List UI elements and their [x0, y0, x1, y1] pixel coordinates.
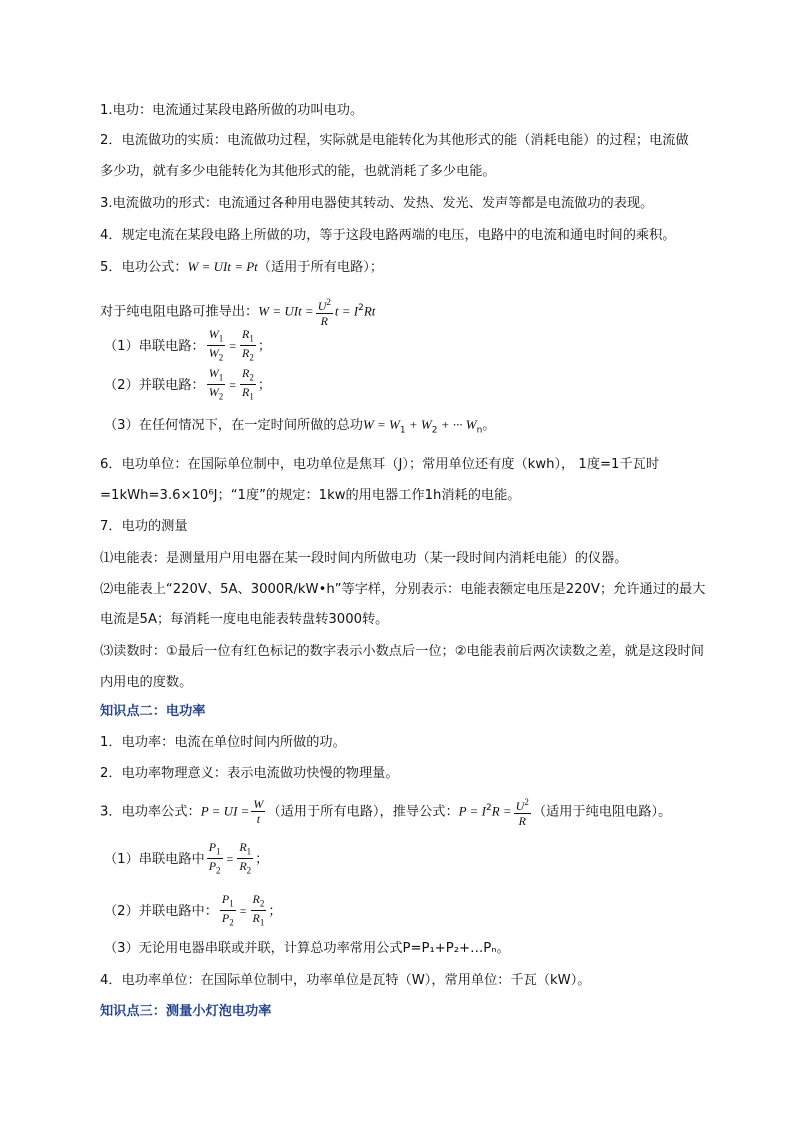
den-p: P [221, 911, 230, 926]
exp-2: 2 [524, 796, 529, 807]
sub-1: 1 [218, 333, 224, 344]
plus-w: + W [405, 417, 432, 432]
formula-r: R = [491, 803, 512, 819]
total-power-formula: （3）无论用电器串联或并联，计算总功率常用公式P=P₁+P₂+…Pₙ。 [104, 941, 510, 956]
power-units: 4．电功率单位：在国际单位制中，功率单位是瓦特（W），常用单位：千瓦（kW）。 [100, 973, 591, 988]
sub-2: 2 [431, 425, 438, 436]
sub-2: 2 [218, 352, 224, 363]
w1-over-w2 [207, 327, 226, 365]
equals: = [229, 338, 236, 353]
r2-over-r1 [251, 892, 267, 930]
den-p: P [208, 859, 217, 874]
num-r: R [241, 366, 250, 380]
exp-2-b: 2 [358, 303, 364, 313]
total-work-label: （3）在任何情况下，在一定时间所做的总功 [104, 418, 363, 433]
parallel-work-ratio [104, 366, 271, 402]
power-formula-mid: （适用于所有电路），推导公式： [267, 804, 459, 820]
series-power-ratio [104, 840, 268, 876]
total-work-formula [104, 415, 495, 441]
num-w: W [208, 366, 219, 380]
item-5-note: （适用于所有电路）； [257, 260, 384, 275]
u-squared-over-r [514, 795, 531, 828]
pure-resistance-formula [100, 290, 375, 326]
r1-over-r2 [240, 327, 256, 365]
sub-1: 1 [249, 391, 254, 402]
formula-part-a: W = UIt = [258, 303, 314, 319]
sub-2: 2 [249, 352, 254, 363]
frac-den-r: R [320, 313, 328, 328]
series-work-ratio [104, 327, 271, 363]
power-formula [100, 790, 671, 826]
item-6-units-line1: 6．电功单位：在国际单位制中，电功单位是焦耳（J）；常用单位还有度（kwh）， 1度=1千瓦时 [100, 457, 660, 472]
meter-reading-line2: 内用电的度数。 [100, 675, 193, 690]
meter-labels-line2: 电流是5A；每消耗一度电电能表转盘转3000转。 [100, 612, 389, 627]
semicolon: ； [268, 903, 282, 919]
sub-1: 1 [216, 846, 221, 857]
power-definition: 1．电功率：电流在单位时间内所做的功。 [100, 735, 346, 750]
den-w: W [208, 385, 219, 400]
meter-labels-line1: ⑵电能表上“220V、5A、3000R/kW•h”等字样，分别表示：电能表额定电压是220V；允许通过的最大 [100, 582, 706, 597]
item-1-definition: 1.电功：电流通过某段电路所做的功叫电功。 [100, 103, 364, 118]
section-heading-bulb-power: 知识点三：测量小灯泡电功率 [100, 1004, 272, 1019]
den-r: R [239, 859, 247, 874]
den-r: R [518, 813, 526, 828]
sub-2: 2 [216, 865, 221, 876]
dots-w: + ··· W [437, 417, 477, 432]
sub-n: n [476, 425, 483, 436]
power-formula-label: 3．电功率公式： [100, 804, 201, 820]
p1-over-p2 [220, 892, 236, 930]
period: 。 [482, 418, 496, 433]
num-p: P [221, 892, 230, 906]
semicolon: ； [257, 377, 272, 393]
section-heading-power: 知识点二：电功率 [100, 704, 206, 719]
sub-1: 1 [246, 846, 252, 857]
exp-2: 2 [485, 803, 492, 813]
r2-over-r1 [240, 366, 256, 404]
item-3-forms: 3.电流做功的形式：电流通过各种用电器使其转动、发热、发光、发声等都是电流做功的表现。 [100, 196, 654, 211]
work-formula: W = UIt = Pt [187, 259, 258, 274]
sub-2: 2 [259, 898, 265, 909]
parallel-label: （2）并联电路： [104, 377, 205, 393]
num-p: P [208, 840, 217, 854]
item-2-essence-line2: 多少功，就有多少电能转化为其他形式的能，也就消耗了多少电能。 [100, 164, 496, 179]
num-r: R [239, 840, 247, 854]
exp-2: 2 [326, 296, 331, 307]
u-squared-over-r [316, 295, 333, 328]
item-4-rule: 4．规定电流在某段电路上所做的功，等于这段电路两端的电压，电路中的电流和通电时间的乘积。 [100, 228, 676, 243]
equals: = [239, 903, 247, 918]
sub-1: 1 [259, 917, 265, 928]
den-w: W [208, 346, 219, 361]
num-w: W [253, 796, 264, 811]
den-t: t [256, 811, 261, 826]
power-meaning: 2．电功率物理意义：表示电流做功快慢的物理量。 [100, 766, 399, 781]
semicolon: ； [257, 338, 272, 354]
sub-1: 1 [249, 333, 254, 344]
sub-1: 1 [399, 425, 406, 436]
sub-2: 2 [218, 391, 224, 402]
den-r: R [241, 346, 250, 361]
num-u: U [515, 798, 525, 813]
den-r: R [252, 911, 260, 926]
series-label: （1）串联电路： [104, 338, 205, 354]
item-6-units-line2: =1kWh=3.6×10⁶J；“1度”的规定：1kw的用电器工作1h消耗的电能。 [100, 488, 521, 503]
item-7-measurement: 7．电功的测量 [100, 519, 188, 534]
meter-definition: ⑴电能表：是测量用户用电器在某一段时间内所做电功（某一段时间内消耗电能）的仪器。 [100, 551, 628, 566]
frac-num-u: U [317, 298, 327, 313]
equals: = [229, 377, 236, 392]
sub-1: 1 [229, 898, 234, 909]
p1-over-p2 [207, 840, 223, 878]
item-5-label: 5．电功公式： [100, 260, 188, 275]
den-r: R [241, 385, 250, 400]
num-r: R [241, 327, 250, 341]
equals: = [226, 851, 234, 866]
formula-p-i: P = I [458, 803, 486, 819]
pure-resistance-label: 对于纯电阻电路可推导出： [100, 304, 259, 320]
sub-2: 2 [249, 372, 254, 383]
formula-part-c: Rt [363, 303, 376, 319]
sub-2: 2 [229, 917, 234, 928]
meter-reading-line1: ⑶读数时：①最后一位有红色标记的数字表示小数点后一位；②电能表前后两次读数之差，就是这段时间 [100, 644, 704, 659]
w-over-t [251, 797, 265, 826]
parallel-power-ratio [104, 892, 282, 928]
sub-2: 2 [246, 865, 252, 876]
formula-part-b: t = I [334, 303, 359, 319]
parallel-power-label: （2）并联电路中： [104, 903, 218, 919]
item-2-essence-line1: 2．电流做功的实质：电流做功过程，实际就是电能转化为其他形式的能（消耗电能）的过程；电流做 [100, 133, 689, 148]
num-w: W [208, 327, 219, 341]
item-5-formula [100, 257, 383, 278]
num-r: R [252, 892, 260, 906]
formula-p-ui: P = UI = [200, 803, 250, 819]
power-formula-note: （适用于纯电阻电路）。 [532, 804, 672, 820]
series-power-label: （1）串联电路中 [104, 851, 205, 867]
w1-over-w2 [207, 366, 226, 404]
total-w: W = W [362, 417, 400, 432]
sub-1: 1 [218, 372, 224, 383]
semicolon: ； [255, 851, 269, 867]
r1-over-r2 [237, 840, 253, 878]
